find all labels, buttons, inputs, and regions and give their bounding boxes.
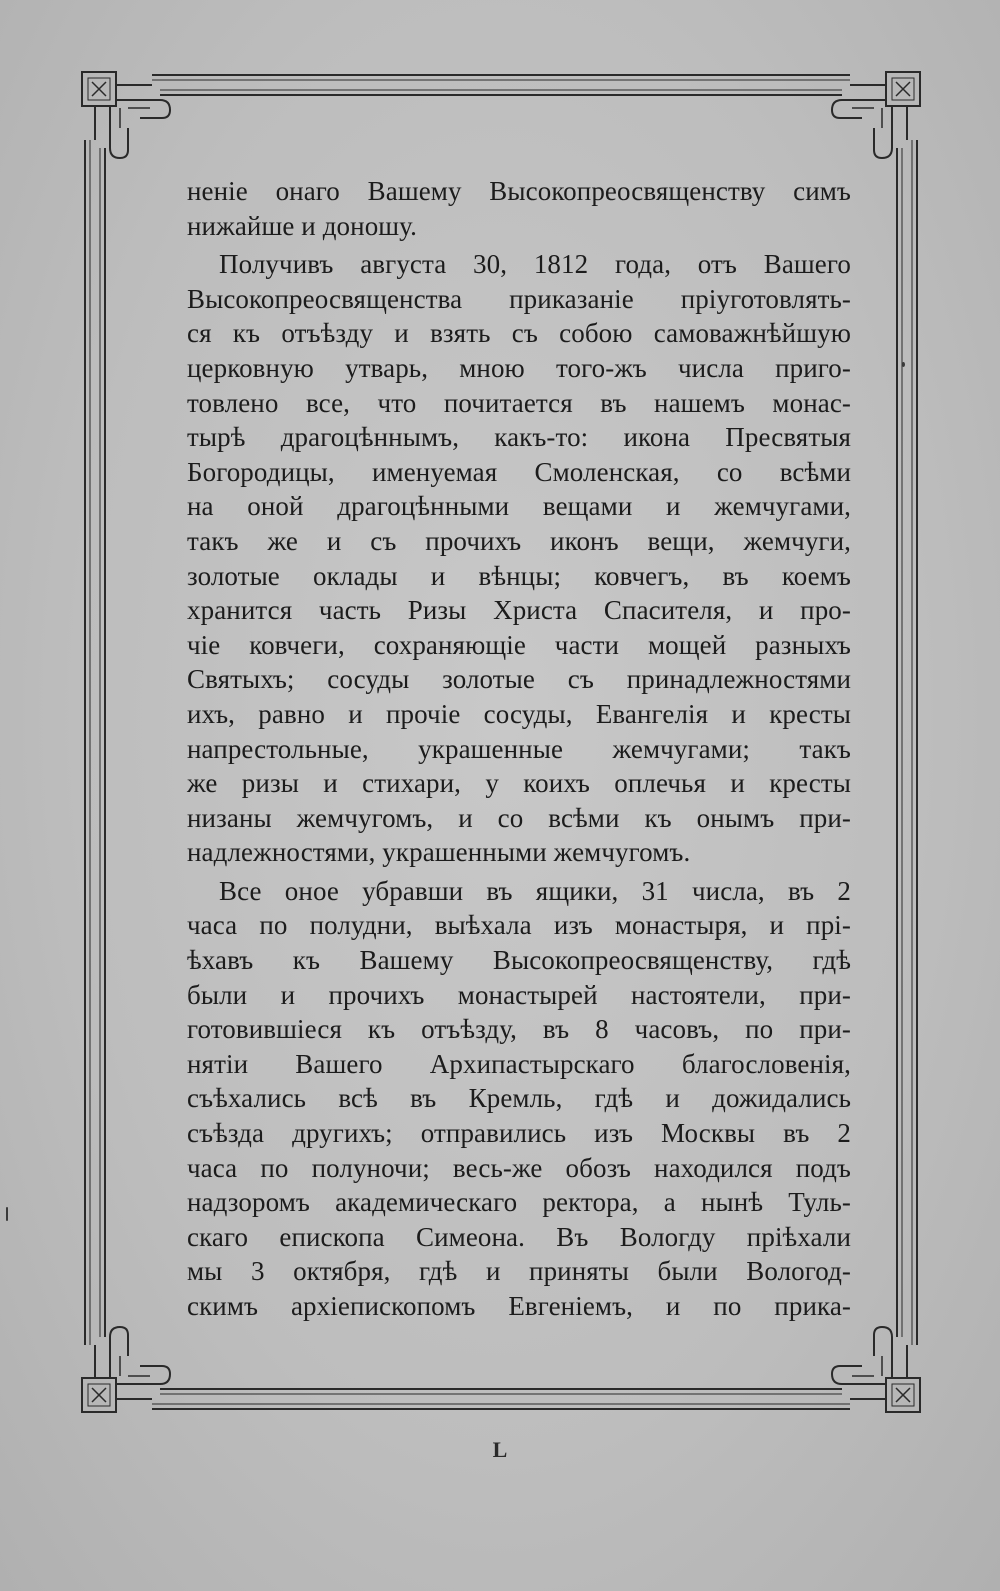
text-line: съѣхались всѣ въ Кремль, гдѣ и дожидались [187, 1083, 851, 1114]
text-line: Святыхъ; сосуды золотые съ принадлежностями [187, 664, 851, 695]
text-line: тырѣ драгоцѣннымъ, какъ-то: икона Пресвятыя [187, 422, 851, 453]
text-line: золотые оклады и вѣнцы; ковчегъ, въ коемъ [187, 560, 851, 591]
text-line: Все оное убравши въ ящики, 31 числа, въ 2 [219, 875, 851, 906]
text-line: скаго епископа Симеона. Въ Вологду пріѣхали [187, 1221, 851, 1252]
text-line: на оной драгоцѣнными вещами и жемчугами, [187, 491, 851, 522]
text-line: церковную утварь, мною того-жъ числа приго- [187, 352, 851, 383]
paragraph-2 [187, 247, 851, 870]
ink-speck [6, 1207, 8, 1221]
text-line: ся къ отъѣзду и взять съ собою самоважнѣйшую [187, 318, 851, 349]
text-line: надзоромъ академическаго ректора, а нынѣ Туль- [187, 1187, 851, 1218]
text-line: нятіи Вашего Архипастырскаго благословенія, [187, 1048, 851, 1079]
paragraph-3 [187, 874, 851, 1324]
text-line: товлено все, что почитается въ нашемъ монас- [187, 387, 851, 418]
text-line: неніе онаго Вашему Высокопреосвященству симъ [187, 176, 851, 206]
text-line: мы 3 октября, гдѣ и приняты были Вологод- [187, 1256, 851, 1287]
text-line: низаны жемчугомъ, и со всѣми къ онымъ при- [187, 802, 851, 833]
text-line: съѣзда другихъ; отправились изъ Москвы въ 2 [187, 1118, 851, 1149]
text-line: ихъ, равно и прочіе сосуды, Евангелія и кресты [187, 698, 851, 729]
ink-speck [902, 362, 905, 367]
text-line: же ризы и стихари, у коихъ оплечья и кресты [187, 768, 851, 799]
text-line: ѣхавъ къ Вашему Высокопреосвященству, гдѣ [187, 945, 851, 976]
body-text [187, 174, 851, 1324]
text-line: были и прочихъ монастырей настоятели, при- [187, 979, 851, 1010]
text-line: надлежностями, украшенными жемчугомъ. [187, 837, 691, 868]
text-line: нижайше и доношу. [187, 210, 417, 241]
text-line: Высокопреосвященства приказаніе пріуготовлять- [187, 283, 851, 314]
text-line: Получивъ августа 30, 1812 года, отъ Вашего [219, 249, 851, 280]
text-line: хранится часть Ризы Христа Спасителя, и про- [187, 595, 851, 626]
text-line: готовившіеся къ отъѣзду, въ 8 часовъ, по при- [187, 1014, 851, 1045]
page-number: L [492, 1437, 508, 1462]
text-line: чіе ковчеги, сохраняющіе части мощей разныхъ [187, 629, 851, 660]
text-line: такъ же и съ прочихъ иконъ вещи, жемчуги, [187, 525, 851, 556]
text-line: напрестольные, украшенные жемчугами; такъ [187, 733, 851, 764]
text-line: часа по полуночи; весь-же обозъ находился подъ [187, 1152, 851, 1183]
text-line: скимъ архіепископомъ Евгеніемъ, и по прика- [187, 1291, 851, 1321]
text-line: Богородицы, именуемая Смоленская, со всѣми [187, 456, 851, 487]
paragraph-1 [187, 174, 851, 243]
text-line: часа по полудни, выѣхала изъ монастыря, и прі- [187, 910, 851, 941]
